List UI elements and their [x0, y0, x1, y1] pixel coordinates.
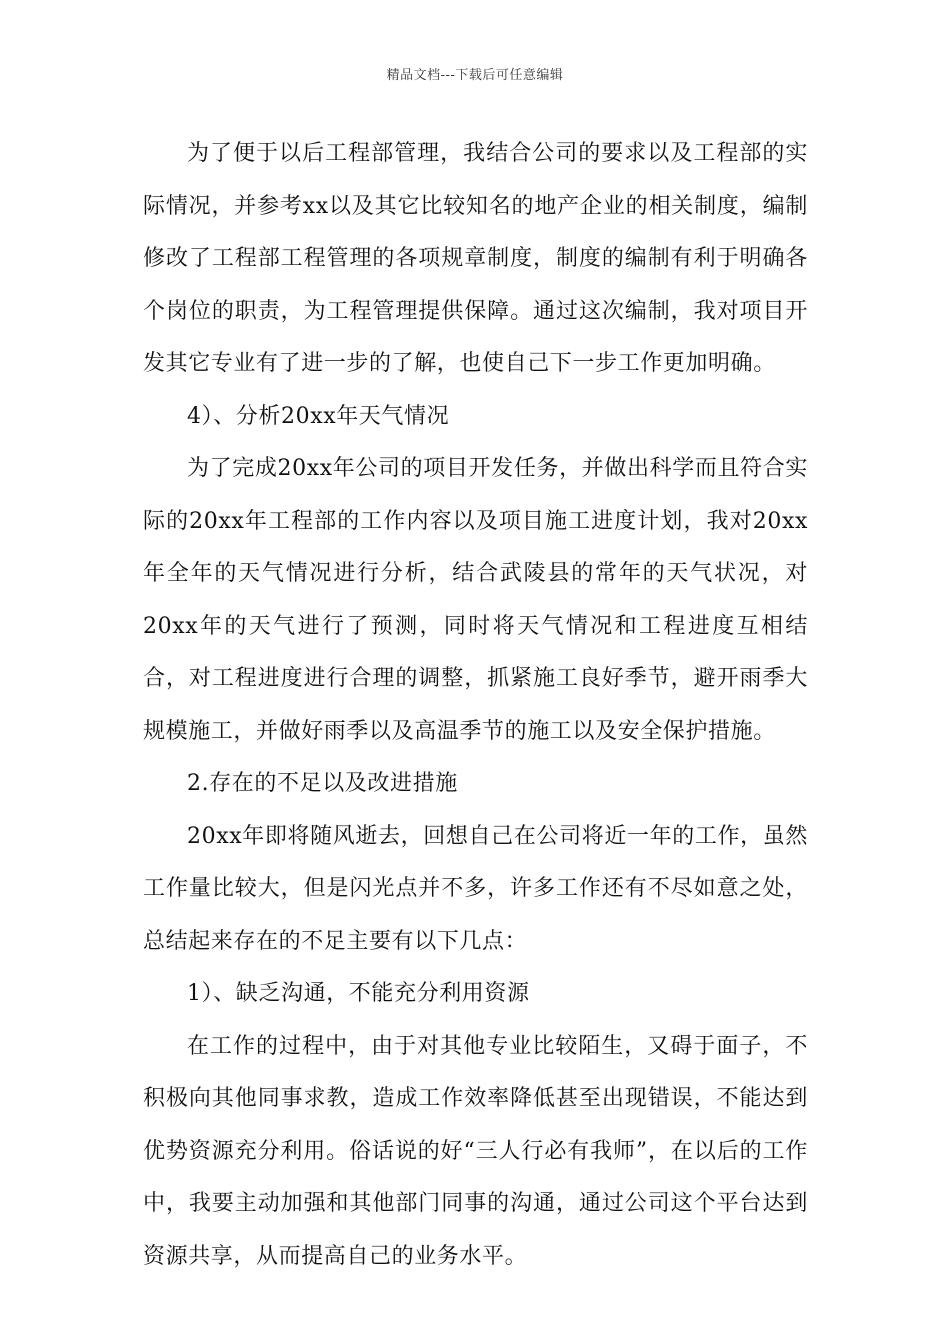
heading-shortcomings: 2.存在的不足以及改进措施 — [187, 771, 458, 796]
paragraph-rules-revision: 为了便于以后工程部管理，我结合公司的要求以及工程部的实际情况，并参考xx以及其它比较知名的地产企业的相关制度，编制修改了工程部工程管理的各项规章制度，制度的编制有利于明确各个岗位的职责，为工程管理提供保障。通过这次编制，我对项目开发其它专业有了进一步的了解，也使自己下一步工作更加明确。 — [143, 141, 808, 376]
paragraph-weather-analysis: 为了完成20xx年公司的项目开发任务，并做出科学而且符合实际的20xx年工程部的工作内容以及项目施工进度计划，我对20xx年全年的天气情况进行分析，结合武陵县的常年的天气状况，对20xx年的天气进行了预测，同时将天气情况和工程进度互相结合，对工程进度进行合理的调整，抓紧施工良好季节，避开雨季大规模施工，并做好雨季以及高温季节的施工以及安全保护措施。 — [143, 456, 808, 744]
paragraph-communication: 在工作的过程中，由于对其他专业比较陌生，又碍于面子，不积极向其他同事求教，造成工作效率降低甚至出现错误，不能达到优势资源充分利用。俗话说的好“三人行必有我师”，在以后的工作中，我要主动加强和其他部门同事的沟通，通过公司这个平台达到资源共享，从而提高自己的业务水平。 — [143, 1033, 808, 1269]
paragraph-shortcomings-intro: 20xx年即将随风逝去，回想自己在公司将近一年的工作，虽然工作量比较大，但是闪光点并不多，许多工作还有不尽如意之处，总结起来存在的不足主要有以下几点： — [143, 823, 808, 954]
document-body — [143, 128, 808, 1283]
heading-lack-of-communication: 1）、缺乏沟通，不能充分利用资源 — [187, 981, 530, 1006]
page-header: 精品文档---下载后可任意编辑 — [386, 68, 564, 83]
heading-weather-analysis: 4）、分析20xx年天气情况 — [187, 403, 450, 429]
